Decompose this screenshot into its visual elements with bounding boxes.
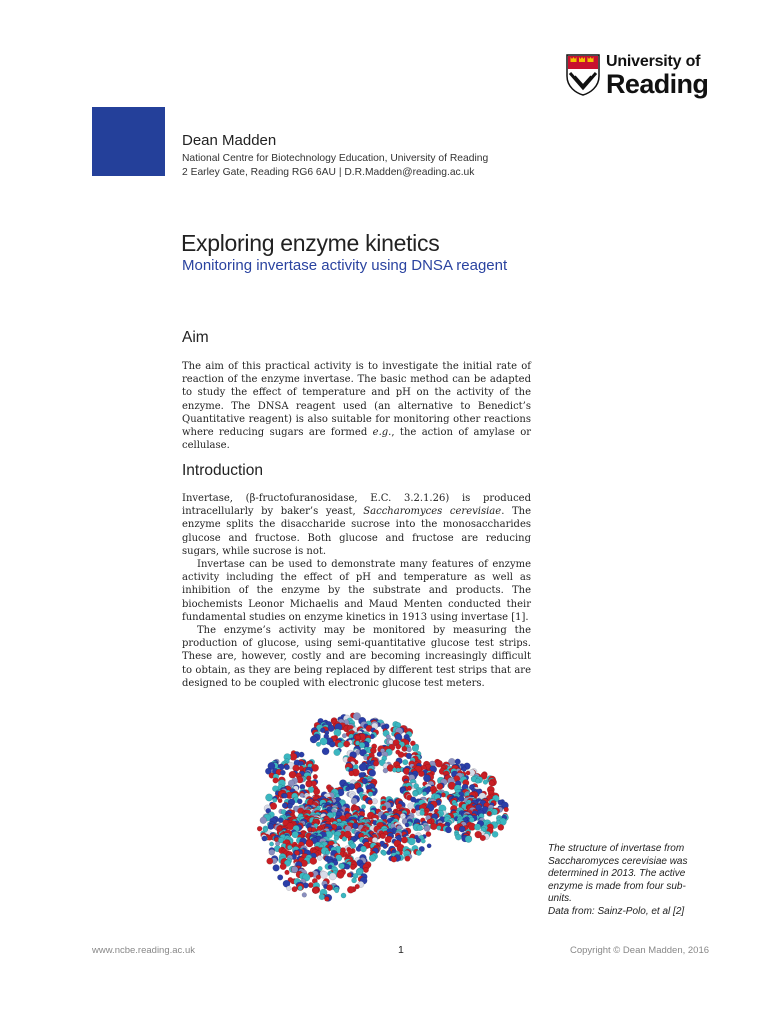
figure-caption [548, 843, 698, 919]
figure-source: Data from: Sainz-Polo, et al [2] [548, 905, 685, 917]
document-subtitle: Monitoring invertase activity using DNSA reagent [182, 257, 508, 274]
section-heading-aim: Aim [182, 329, 209, 346]
aim-body [182, 360, 531, 452]
logo-line-2: Reading [606, 69, 709, 99]
author-name: Dean Madden [182, 132, 277, 149]
invertase-structure-image [228, 700, 533, 925]
aim-paragraph: The aim of this practical activity is to investigate the initial rate of reaction of the enzyme invertase. The basic method can be adapted to study the effect of temperature and pH on the activity of the enzyme. The DNSA reagent used (an alternative to Benedict’s Quantitative reagent) is also suitable for monitoring other reactions where reducing sugars are formed e.g., the action of amylase or cellulase. [182, 361, 532, 452]
section-heading-introduction: Introduction [182, 462, 263, 479]
author-affiliation [182, 152, 488, 180]
footer-website: www.ncbe.reading.ac.uk [92, 945, 195, 956]
page-number: 1 [398, 944, 404, 956]
footer-copyright: Copyright © Dean Madden, 2016 [570, 945, 710, 956]
intro-paragraph-2: Invertase can be used to demonstrate many features of enzyme activity including the effect of pH and temperature as well as inhibition of the enzyme by the substrate and products. The biochemists Leonor Michaelis and Maud Menten conducted their fundamental studies on enzyme kinetics in 1913 using invertase [1]. [182, 559, 531, 623]
intro-paragraph-3: The enzyme’s activity may be monitored by measuring the production of glucose, using semi-quantitative glucose test strips. These are, however, costly and are becoming increasingly difficult to obtain, as they are being replaced by different test strips that are designed to be coupled with electronic glucose test meters. [182, 625, 531, 689]
document-title: Exploring enzyme kinetics [181, 230, 440, 256]
figure-caption-text: The structure of invertase from Saccharomyces cerevisiae was determined in 2013. The active enzyme is made from four sub-units. [548, 843, 688, 905]
university-shield-icon [566, 54, 600, 96]
logo-line-1: University of [606, 53, 701, 70]
affiliation-line: National Centre for Biotechnology Education, University of Reading [182, 153, 489, 164]
introduction-body [182, 492, 531, 690]
address-line: 2 Earley Gate, Reading RG6 6AU | D.R.Madden@reading.ac.uk [182, 167, 475, 178]
intro-paragraph-1: Invertase, (β-fructofuranosidase, E.C. 3.2.1.26) is produced intracellularly by baker’s yeast, Saccharomyces cerevisiae. The enzyme splits the disaccharide sucrose into the monosaccharides glucose and fructose. Both glucose and fructose are reducing sugars, while sucrose is not. [182, 493, 531, 557]
university-logo [566, 52, 716, 102]
accent-block [92, 107, 165, 176]
